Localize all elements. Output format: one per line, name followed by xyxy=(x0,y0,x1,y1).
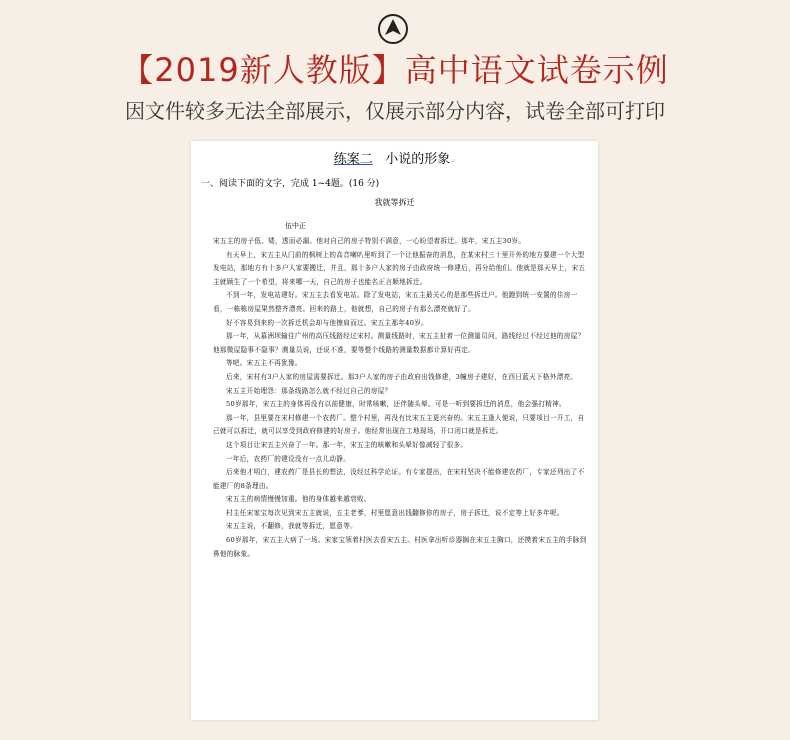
question-instruction: 一、阅读下面的文字，完成 1~4题。(16 分) xyxy=(201,179,380,189)
story-title: 我就等拆迁 xyxy=(374,198,415,207)
paragraph: 宋五主说，不翻修，我就等拆迁，愿意等。 xyxy=(226,522,357,531)
paragraph: 这个项目让宋五主兴奋了一年。那一年，宋五主的咳嗽和头晕好像减轻了很多。 xyxy=(226,440,468,449)
paragraph: 宋五主的房子低、矮，透而必漏。他对自己的房子特别不满意，一心盼望着拆迁。那年，宋五主30岁。 xyxy=(213,237,526,245)
paragraph: 那一年，县里要在宋村修建一个农药厂。整个村里，再没有比宋五主更兴奋的。宋五主逢人便说，只要项目一开工，自己就可以拆迁，就可以享受到政府修建的好房子。他经常出现在工地现场，开口闭口就是拆迁。 xyxy=(213,413,585,436)
page-subtitle: 因文件较多无法全部展示，仅展示部分内容，试卷全部可打印 xyxy=(125,99,665,123)
document-title: 练案二 小说的形象↵ xyxy=(333,152,456,167)
story-author: 伍中正 xyxy=(285,222,306,230)
paragraph: 宋五主的病情慢慢加重。他的身体越来越衰败。 xyxy=(226,495,371,504)
document-title-topic: 小说的形象 xyxy=(385,152,451,167)
paragraph: 等吧。宋五主不再犹豫。 xyxy=(226,359,302,368)
paragraph: 好不容易到来的一次拆迁机会却与他擦肩而过。宋五主那年40岁。 xyxy=(226,318,429,327)
paragraph: 后来他才明白，建农药厂是县长的想法，没经过科学论证。有专家提出，在宋村坚决不能修建农药厂，专家还列出了不能建厂的8条理由。 xyxy=(213,468,585,490)
paragraph: 宋五主开始埋怨：那条线路怎么就不经过自己的房屋？ xyxy=(226,386,392,395)
paragraph: 后来，宋村有3户人家的房屋需要拆迁。那3户人家的房子由政府出钱修建，3幢房子建好，在西日蓝天下格外漂亮。 xyxy=(226,372,578,381)
document-title-lesson: 练案二 xyxy=(333,152,373,167)
paragraph: 不到一年，发电站建好。宋五主去看发电站。除了发电站，宋五主最关心的是那些拆迁户。他跑到统一安置的住房一看，一栋栋房屋果然整齐漂亮。回来的路上，他就想，自己的房子有那么漂亮就好了。 xyxy=(213,291,578,313)
paragraph: 那一年，从慕洲坝输往广州的高压线路经过宋村。测量线路时，宋五主扯着一位测量员问，路线经过不经过他的房屋？他那微屋隐事不隐事？测量员说，还说不准，要等整个线路的测量数据都计算好再定。 xyxy=(213,332,585,354)
paragraph: 50岁那年，宋五主的身体再没有以前健康，时常咳嗽，还伴随头晕。可是一听到要拆迁的消息，他会强打精神。 xyxy=(226,400,566,409)
paragraph: 有天早上，宋五主从门前的枫树上的高音喇叭里听到了一个让他振奋的消息，在某宋村三十里开外的地方要建一个大型发电站，那地方有十多户人家要搬迁，并且，那十多户人家的房子由政府统一修建后，再分给他们。他就是那天早上，宋五主就顾生了一个希望，将来哪一天，自己的房子也能名正言顺地拆迁。 xyxy=(213,250,586,286)
paragraph: 村主任宋家宝每次见到宋五主就说，五主老爹，村里愿意出钱翻修你的房子，房子拆迁，说不定等上好多年呢。 xyxy=(226,508,564,517)
paragraph: 60岁那年，宋五主大病了一场。宋家宝领着村医去看宋五主。村医拿出听诊器搁在宋五主胸口，还摸着宋五主的手脉到鼻他的脉象。 xyxy=(213,536,587,558)
compass-up-arrow-icon xyxy=(377,13,409,45)
page-title: 【2019新人教版】高中语文试卷示例 xyxy=(121,51,669,89)
story-body xyxy=(213,235,588,561)
paragraph: 一年后，农药厂的建设没有一点儿动静。 xyxy=(226,454,351,463)
document-preview xyxy=(191,141,598,720)
